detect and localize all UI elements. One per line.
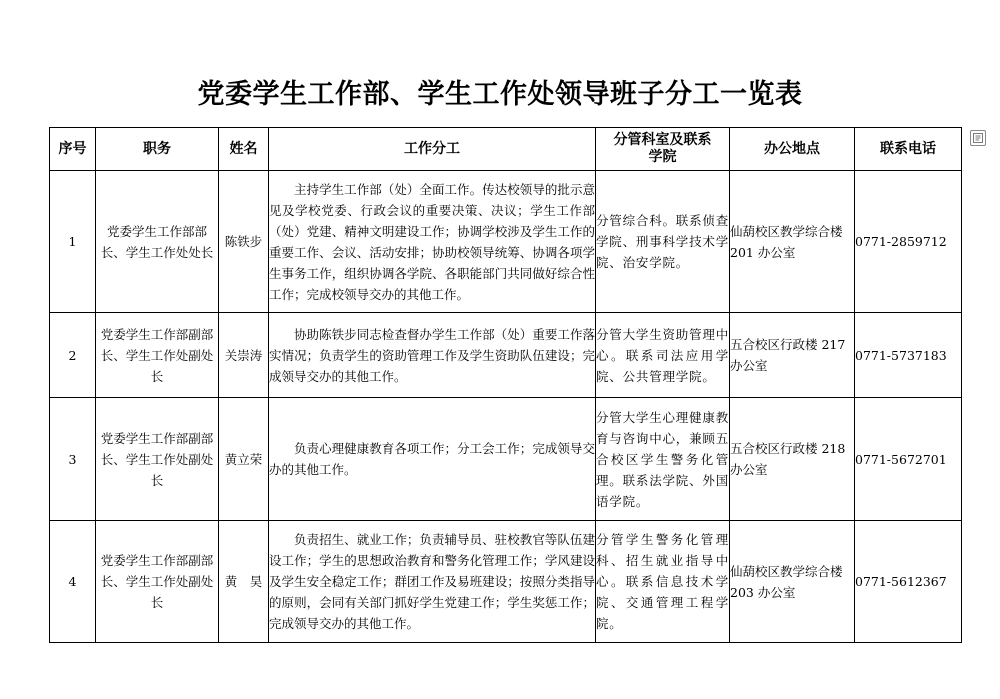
header-departments: 分管科室及联系学院 [596, 128, 730, 171]
leadership-duty-table [49, 127, 962, 643]
header-duties: 工作分工 [269, 128, 596, 171]
row-phone: 0771-5612367 [855, 521, 962, 643]
header-phone: 联系电话 [855, 128, 962, 171]
row-index: 1 [50, 171, 96, 313]
table-header-row [50, 128, 962, 171]
row-index: 4 [50, 521, 96, 643]
row-name: 陈铁步 [219, 171, 269, 313]
row-duties: 负责招生、就业工作；负责辅导员、驻校教官等队伍建设工作；学生的思想政治教育和警务化管理工作；学风建设及学生安全稳定工作；群团工作及易班建设；按照分类指导的原则，会同有关部门抓好学生党建工作；学生奖惩工作；完成领导交办的其他工作。 [269, 532, 595, 631]
table-row [50, 171, 962, 313]
page-title: 党委学生工作部、学生工作处领导班子分工一览表 [197, 79, 803, 110]
header-index: 序号 [50, 128, 96, 171]
table-row [50, 313, 962, 398]
table-row [50, 398, 962, 521]
table-row [50, 521, 962, 643]
row-position: 党委学生工作部副部长、学生工作处副处长 [96, 398, 219, 521]
row-office: 仙葫校区教学综合楼 201 办公室 [730, 171, 855, 313]
row-index: 3 [50, 398, 96, 521]
row-duties: 主持学生工作部（处）全面工作。传达校领导的批示意见及学校党委、行政会议的重要决策、决议；学生工作部（处）党建、精神文明建设工作；协调学校涉及学生工作的重要工作、会议、活动安排；协助校领导统筹、协调各项学生事务工作，组织协调各学院、各职能部门共同做好综合性工作；完成校领导交办的其他工作。 [269, 181, 595, 302]
row-departments: 分管大学生心理健康教育与咨询中心，兼顾五合校区学生警务化管理。联系法学院、外国语学院。 [596, 398, 730, 521]
row-office: 五合校区行政楼 217 办公室 [730, 313, 855, 398]
row-name: 黄立荣 [219, 398, 269, 521]
row-phone: 0771-5672701 [855, 398, 962, 521]
row-office: 五合校区行政楼 218 办公室 [730, 398, 855, 521]
row-departments: 分管大学生资助管理中心。联系司法应用学院、公共管理学院。 [596, 313, 730, 398]
row-index: 2 [50, 313, 96, 398]
row-name: 关崇涛 [219, 313, 269, 398]
header-name: 姓名 [219, 128, 269, 171]
row-position: 党委学生工作部副部长、学生工作处副处长 [96, 521, 219, 643]
row-name: 黄 昊 [219, 521, 269, 643]
row-phone: 0771-5737183 [855, 313, 962, 398]
row-position: 党委学生工作部副部长、学生工作处副处长 [96, 313, 219, 398]
row-office: 仙葫校区教学综合楼 203 办公室 [730, 521, 855, 643]
row-position: 党委学生工作部部长、学生工作处处长 [96, 171, 219, 313]
row-departments: 分管综合科。联系侦查学院、刑事科学技术学院、治安学院。 [596, 171, 730, 313]
row-phone: 0771-2859712 [855, 171, 962, 313]
row-duties: 协助陈铁步同志检查督办学生工作部（处）重要工作落实情况；负责学生的资助管理工作及学生资助队伍建设；完成领导交办的其他工作。 [269, 326, 595, 384]
header-office: 办公地点 [730, 128, 855, 171]
header-position: 职务 [96, 128, 219, 171]
text-box-icon[interactable] [970, 130, 986, 146]
row-duties: 负责心理健康教育各项工作；分工会工作；完成领导交办的其他工作。 [269, 441, 595, 477]
row-departments: 分管学生警务化管理科、招生就业指导中心。联系信息技术学院、交通管理工程学院。 [596, 521, 730, 643]
